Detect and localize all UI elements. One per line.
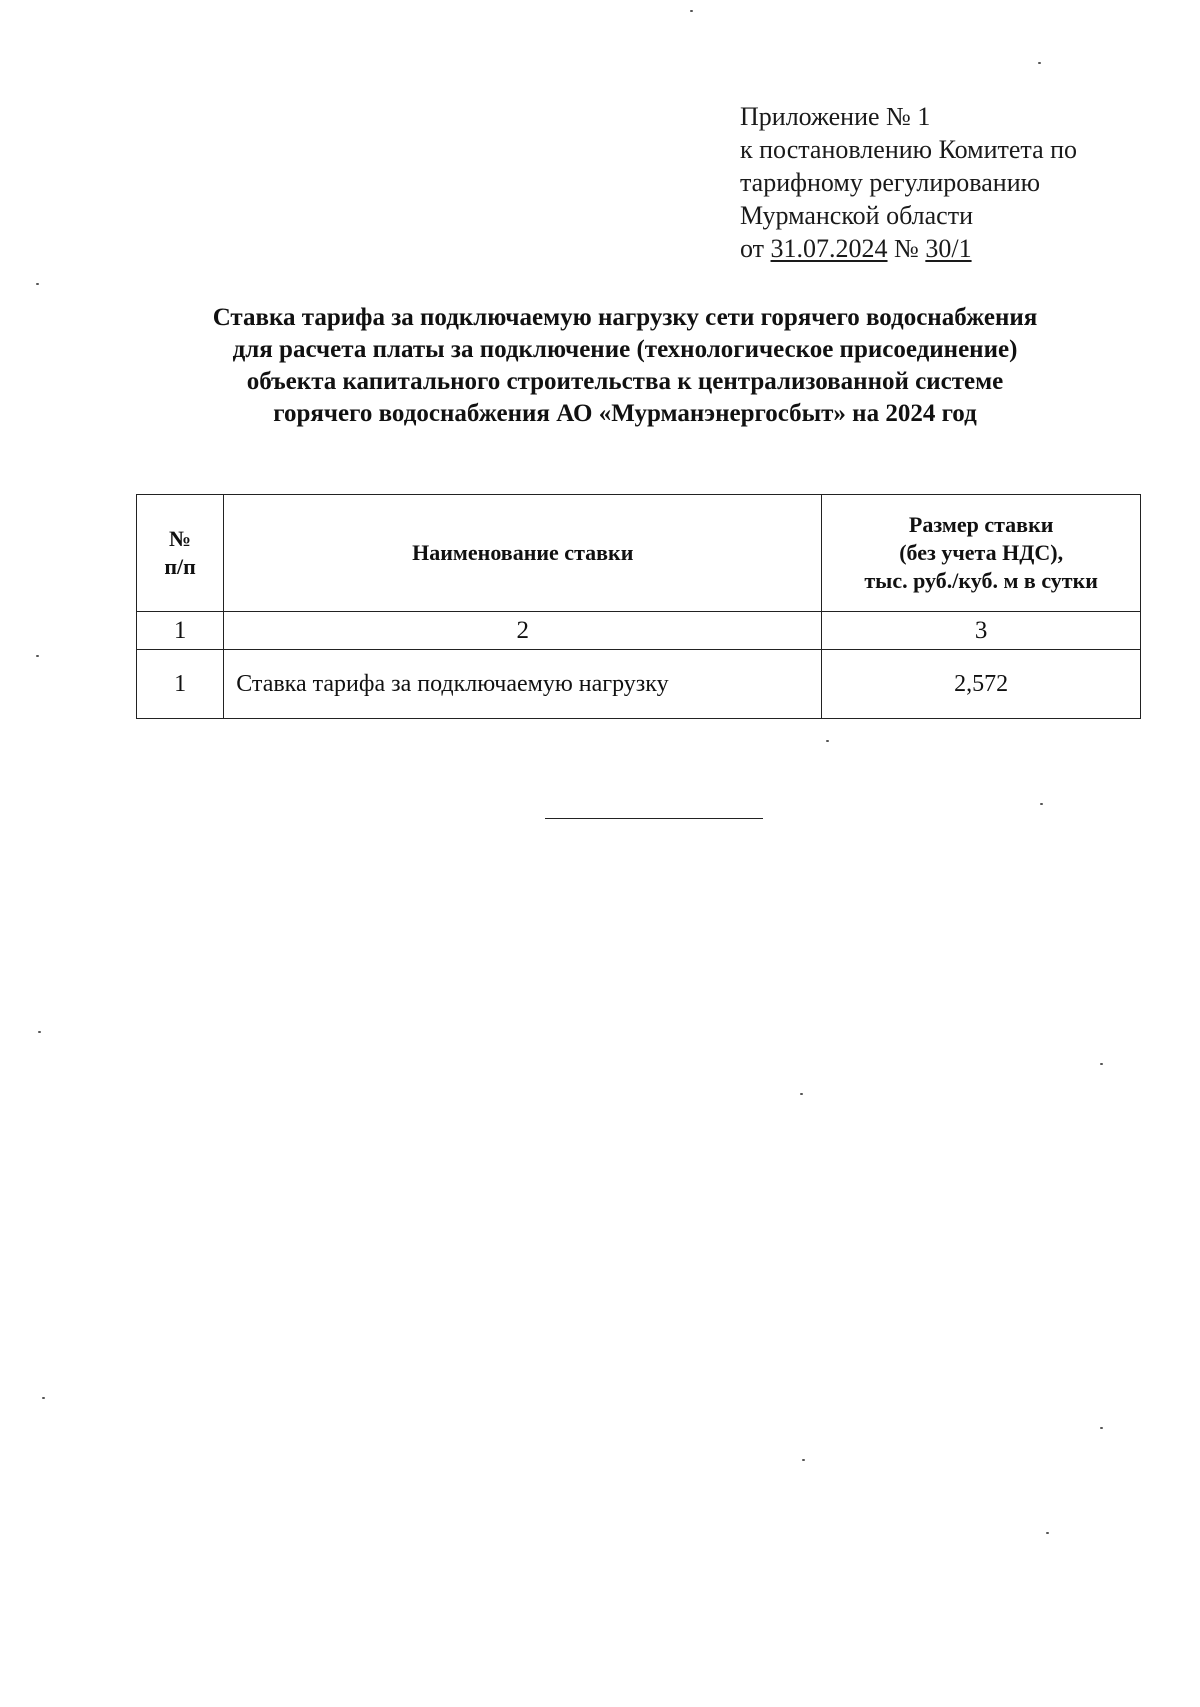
row-number: 1 (137, 650, 224, 719)
column-index-cell: 3 (822, 612, 1141, 650)
header-size-line-2: (без учета НДС), (899, 540, 1064, 565)
scan-speck (1100, 1427, 1103, 1429)
rates-table (136, 494, 1141, 719)
column-index-cell: 1 (137, 612, 224, 650)
title-line-2: для расчета платы за подключение (технологическое присоединение) (232, 336, 1018, 363)
scan-speck (1040, 803, 1043, 805)
header-number (137, 495, 224, 612)
rate-name: Ставка тарифа за подключаемую нагрузку (224, 650, 822, 719)
appendix-line-1: Приложение № 1 (740, 102, 931, 131)
scan-speck (42, 1397, 45, 1399)
scan-speck (1100, 1063, 1103, 1065)
title-line-4: горячего водоснабжения АО «Мурманэнергосбыт» на 2024 год (273, 400, 977, 427)
scan-speck (1046, 1532, 1049, 1534)
appendix-line-2: к постановлению Комитета по (740, 135, 1078, 164)
resolution-number: 30/1 (925, 234, 972, 263)
column-index-cell: 2 (224, 612, 822, 650)
table-header-row (137, 495, 1141, 612)
header-name: Наименование ставки (224, 495, 822, 612)
rate-value: 2,572 (822, 650, 1141, 719)
column-index-row (137, 612, 1141, 650)
date-prefix: от (740, 234, 771, 263)
title-line-3: объекта капитального строительства к централизованной системе (246, 368, 1004, 395)
scan-speck (36, 655, 39, 657)
scan-speck (826, 740, 829, 742)
header-number-line-2: п/п (164, 554, 196, 579)
scan-speck (1038, 62, 1041, 64)
separator-line (545, 818, 763, 819)
resolution-date: 31.07.2024 (770, 234, 888, 263)
number-prefix: № (887, 234, 926, 263)
scan-speck (36, 283, 39, 285)
scan-speck (38, 1031, 41, 1033)
title-line-1: Ставка тарифа за подключаемую нагрузку сети горячего водоснабжения (212, 304, 1038, 331)
document-title (120, 302, 1130, 430)
header-number-line-1: № (169, 526, 192, 551)
appendix-header (740, 100, 1077, 265)
scan-speck (802, 1459, 805, 1461)
header-size (822, 495, 1141, 612)
appendix-date-line (740, 232, 1077, 265)
scan-speck (690, 10, 693, 12)
header-size-line-1: Размер ставки (908, 512, 1054, 537)
table-row (137, 650, 1141, 719)
header-size-line-3: тыс. руб./куб. м в сутки (864, 568, 1098, 593)
appendix-line-3: тарифному регулированию (740, 168, 1041, 197)
scan-speck (800, 1093, 803, 1095)
appendix-line-4: Мурманской области (740, 201, 973, 230)
